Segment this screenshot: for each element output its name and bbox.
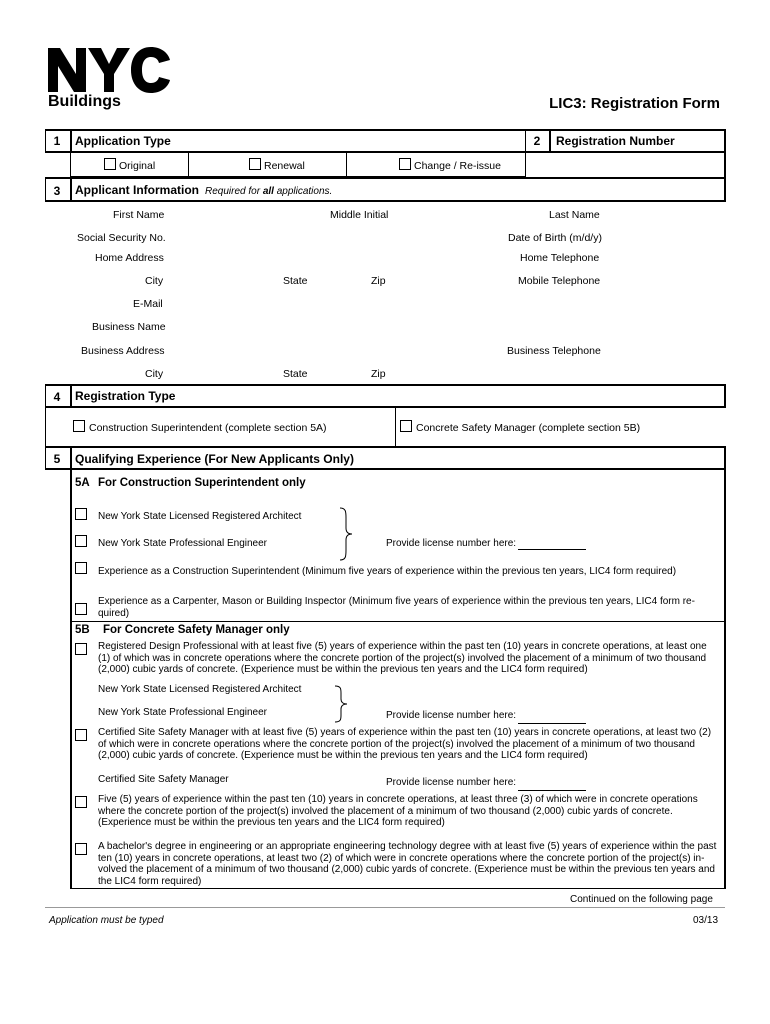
form-title: LIC3: Registration Form (549, 95, 720, 112)
section4-number: 4 (53, 390, 61, 404)
section2-number: 2 (533, 134, 541, 148)
email-label: E-Mail (133, 298, 163, 310)
5a-license-number-field[interactable] (518, 549, 586, 550)
original-checkbox[interactable] (104, 158, 116, 170)
5a-architect-checkbox[interactable] (75, 508, 87, 520)
construction-superintendent-label: Construction Superintendent (complete section 5A) (89, 422, 327, 434)
5b-license-number-field-2[interactable] (518, 790, 586, 791)
first-name-label: First Name (113, 209, 165, 221)
construction-superintendent-checkbox[interactable] (73, 420, 85, 432)
5a-license-prompt: Provide license number here: (386, 538, 517, 549)
5b-license-prompt-2: Provide license number here: (386, 777, 517, 788)
change-reissue-label: Change / Re-issue (414, 160, 501, 172)
dob-label: Date of Birth (m/d/y) (508, 232, 602, 244)
5a-engineer-label: New York State Professional Engineer (98, 538, 267, 549)
5b-bachelors-degree-label: A bachelor's degree in engineering or an appropriate engineering technology degree with at least five (5) years of experience within the past ten (10) years in concrete operations, at least two (2) of which were in concrete operations where the concrete portion of the project(s) in- volved the placement of a minimum of two thousand (2,000) cubic yards of concrete. (Experience must be within the previous ten years and the LIC4 form required) (98, 841, 717, 887)
zip-label: Zip (371, 275, 386, 287)
renewal-label: Renewal (264, 160, 305, 172)
continued-note: Continued on the following page (570, 894, 713, 905)
city-label: City (145, 275, 164, 287)
home-telephone-label: Home Telephone (520, 252, 600, 264)
business-city-label: City (145, 368, 164, 380)
5a-experience-superintendent-label: Experience as a Construction Superintendent (Minimum five years of experience within the previous ten years, LIC4 form required) (98, 566, 677, 577)
5b-design-professional-label: Registered Design Professional with at least five (5) years of experience within the past ten (10) years in concrete operations, at least one (1) of which was in concrete operations where the concrete portion of the project(s) involved the placement of a minimum of two thousand (2,000) cubic yards of concrete. (Experience must be within the previous ten years and the LIC4 form required) (98, 641, 707, 675)
concrete-safety-manager-label: Concrete Safety Manager (complete section 5B) (416, 422, 641, 434)
5b-design-professional-checkbox[interactable] (75, 643, 87, 655)
renewal-checkbox[interactable] (249, 158, 261, 170)
5b-engineer-label: New York State Professional Engineer (98, 707, 267, 718)
home-address-label: Home Address (95, 252, 164, 264)
change-reissue-checkbox[interactable] (399, 158, 411, 170)
section5b-code: 5B (75, 624, 90, 636)
bracket-icon-2 (333, 684, 349, 724)
section5a-code: 5A (75, 477, 90, 489)
section1-number: 1 (53, 134, 61, 148)
5a-experience-superintendent-checkbox[interactable] (75, 562, 87, 574)
5b-five-years-checkbox[interactable] (75, 796, 87, 808)
5b-five-years-label: Five (5) years of experience within the past ten (10) years in concrete operations, at least three (3) of which were in concrete operations where the concrete portion of the project(s) involved the placement of a minimum of two thousand (2,000) cubic yards of concrete. (Experience must be within the previous ten years and the LIC4 form required) (98, 794, 698, 828)
section1-top-rule (45, 129, 725, 131)
section3-note: Required for all applications. (205, 186, 333, 197)
last-name-label: Last Name (549, 209, 600, 221)
ssn-label: Social Security No. (77, 232, 166, 244)
revision-date: 03/13 (693, 915, 719, 926)
concrete-safety-manager-checkbox[interactable] (400, 420, 412, 432)
business-name-label: Business Name (92, 321, 166, 333)
section5-number: 5 (53, 452, 61, 466)
5b-license-prompt: Provide license number here: (386, 710, 517, 721)
mobile-telephone-label: Mobile Telephone (518, 275, 601, 287)
section4-title: Registration Type (75, 389, 176, 403)
5b-site-safety-manager-checkbox[interactable] (75, 729, 87, 741)
typed-note: Application must be typed (49, 915, 164, 926)
5b-license-number-field[interactable] (518, 723, 586, 724)
section3-title: Applicant Information Required for all applications. (75, 183, 333, 197)
business-state-label: State (283, 368, 308, 380)
business-address-label: Business Address (81, 345, 165, 357)
5b-site-safety-manager-label: Certified Site Safety Manager with at least five (5) years of experience within the past ten (10) years in concrete operations, at least two (2) of which were in concrete operations where the concrete portion of the project(s) involved the placement of a minimum of two thousand (2,000) cubic yards of concrete. (Experience must be within the previous ten years and the LIC4 form required) (98, 727, 712, 761)
5b-bachelors-degree-checkbox[interactable] (75, 843, 87, 855)
section5b-title: For Concrete Safety Manager only (103, 624, 290, 636)
bracket-icon (338, 506, 354, 562)
5a-engineer-checkbox[interactable] (75, 535, 87, 547)
original-label: Original (119, 160, 156, 172)
5a-experience-carpenter-checkbox[interactable] (75, 603, 87, 615)
section5a-title: For Construction Superintendent only (98, 477, 306, 489)
5b-certified-ssm-label: Certified Site Safety Manager (98, 774, 229, 785)
section1-title: Application Type (75, 134, 171, 148)
5a-experience-carpenter-label: Experience as a Carpenter, Mason or Building Inspector (Minimum five years of experience within the previous ten years, LIC4 form re- quired) (98, 596, 695, 619)
agency-name: Buildings (48, 93, 121, 110)
section2-title: Registration Number (556, 134, 675, 148)
5b-architect-label: New York State Licensed Registered Architect (98, 684, 302, 695)
business-telephone-label: Business Telephone (507, 345, 601, 357)
section5-title: Qualifying Experience (For New Applicants Only) (75, 452, 354, 466)
5a-architect-label: New York State Licensed Registered Architect (98, 511, 302, 522)
middle-initial-label: Middle Initial (330, 209, 389, 221)
section3-number: 3 (53, 184, 61, 198)
nyc-logo (46, 44, 174, 96)
state-label: State (283, 275, 308, 287)
business-zip-label: Zip (371, 368, 386, 380)
